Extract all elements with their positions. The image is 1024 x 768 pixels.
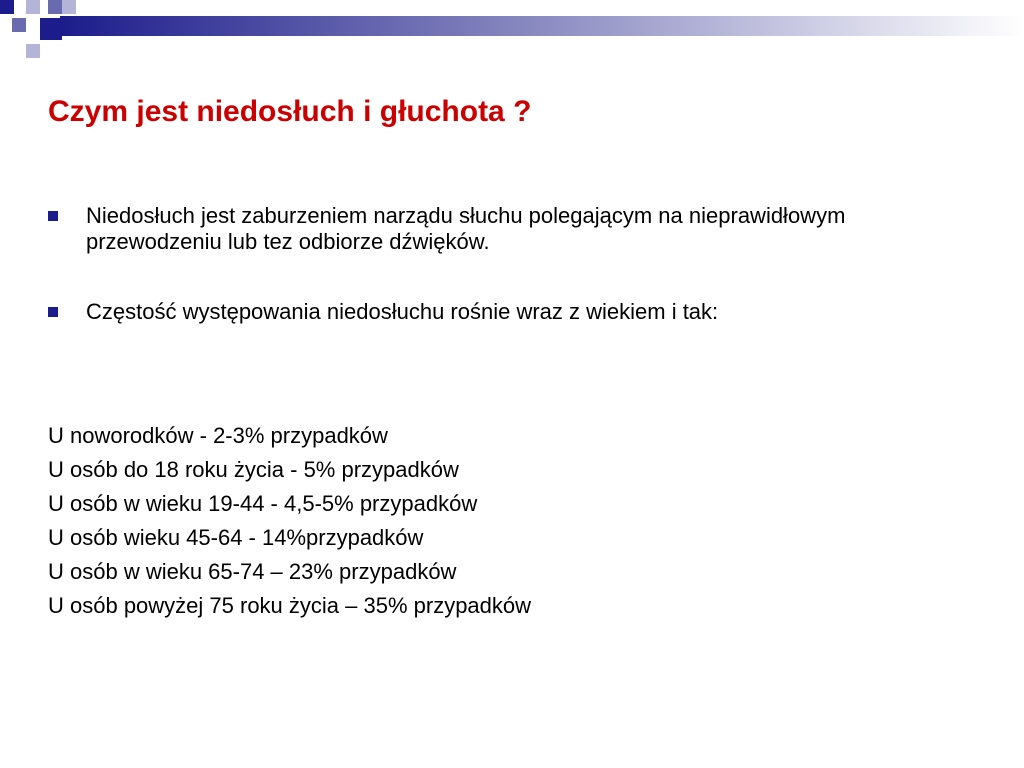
decor-square-light-2 <box>62 0 76 14</box>
square-bullet-icon <box>48 307 58 317</box>
decor-square-light-1 <box>26 0 40 14</box>
bullet-item-frequency <box>48 299 948 325</box>
stat-age-65-74: U osób w wieku 65-74 – 23% przypadków <box>48 559 457 584</box>
header-decoration <box>0 0 1024 60</box>
bullet-item-definition <box>48 203 948 255</box>
decor-square-mid-1 <box>48 0 62 14</box>
stat-newborns: U noworodków - 2-3% przypadków <box>48 423 388 448</box>
statistics-list <box>48 419 531 623</box>
decor-square-dark-1 <box>0 0 14 14</box>
stat-under-18: U osób do 18 roku życia - 5% przypadków <box>48 457 459 482</box>
decor-square-light-3 <box>26 44 40 58</box>
stat-age-45-64: U osób wieku 45-64 - 14%przypadków <box>48 525 424 550</box>
bullet-list <box>48 203 948 325</box>
bullet-text-definition: Niedosłuch jest zaburzeniem narządu słuchu polegającym na nieprawidłowym przewodzeniu lub tez odbiorze dźwięków. <box>86 203 846 254</box>
bullet-text-frequency: Częstość występowania niedosłuchu rośnie wraz z wiekiem i tak: <box>86 299 719 324</box>
header-gradient-band <box>60 16 1024 36</box>
slide-title: Czym jest niedosłuch i głuchota ? <box>48 95 532 128</box>
stat-age-19-44: U osób w wieku 19-44 - 4,5-5% przypadków <box>48 491 478 516</box>
stat-over-75: U osób powyżej 75 roku życia – 35% przypadków <box>48 593 532 618</box>
decor-square-mid-2 <box>12 18 26 32</box>
square-bullet-icon <box>48 211 58 221</box>
decor-square-dark-2 <box>40 18 62 40</box>
